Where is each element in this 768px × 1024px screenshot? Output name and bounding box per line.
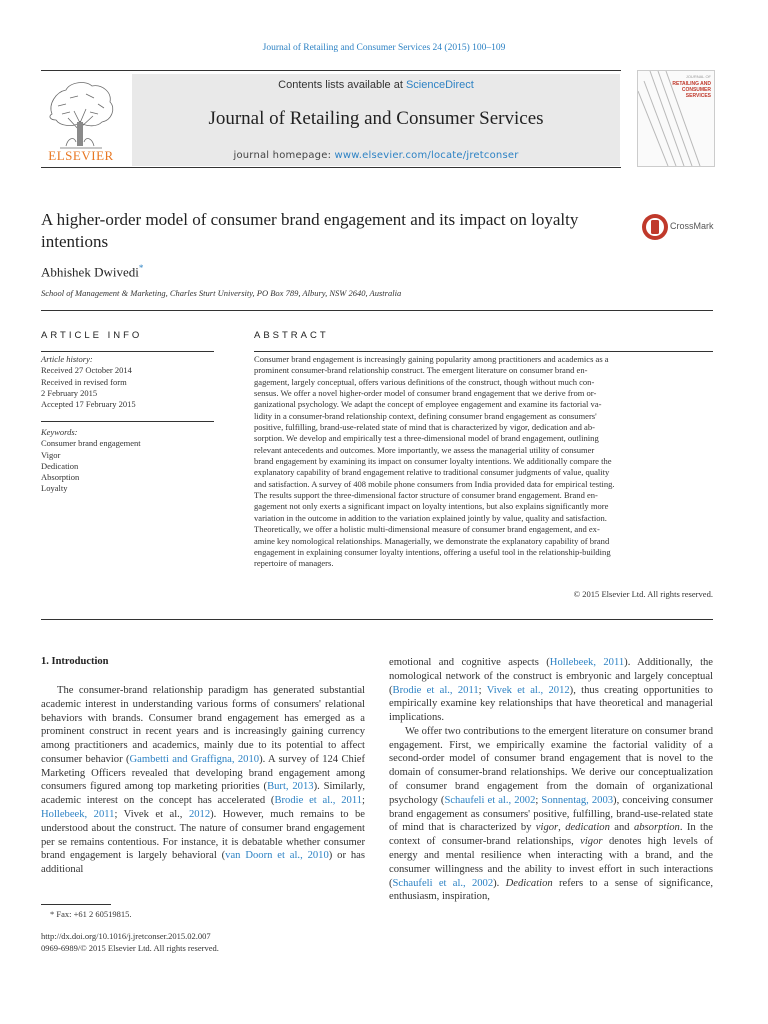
abstract-body xyxy=(254,354,713,570)
abstract-divider xyxy=(41,619,713,620)
abstract-line: variation in the outcome in addition to the variation explained jointly by value, quality and satisfaction. xyxy=(254,512,607,523)
abstract-line: Consumer brand engagement is increasingly gaining popularity among practitioners and academics as a xyxy=(254,354,609,364)
article-info-rule xyxy=(41,351,214,352)
article-title: A higher-order model of consumer brand engagement and its impact on loyalty intentions xyxy=(41,210,579,251)
journal-cover[interactable] xyxy=(637,70,715,167)
abstract-line: relevant antecedents and outcomes. More importantly, we assess the managerial utility of consumer xyxy=(254,444,595,455)
article-info-heading: ARTICLE INFO xyxy=(41,330,143,341)
italic-term: vigor xyxy=(535,822,559,834)
citation-link[interactable]: Schaufeli et al., 2002 xyxy=(392,877,494,889)
contents-line xyxy=(132,79,620,91)
abstract-line: repertoire of managers. xyxy=(254,558,334,569)
abstract-line: gagement, largely conceptual, offers various definitions of the construct, though without much con- xyxy=(254,376,595,387)
abstract-heading: ABSTRACT xyxy=(254,330,329,341)
keyword: Dedication xyxy=(41,460,79,471)
cover-small-text: JOURNAL OF xyxy=(685,74,711,79)
history-line: Accepted 17 February 2015 xyxy=(41,399,136,410)
right-column xyxy=(389,656,713,904)
history-line: 2 February 2015 xyxy=(41,387,98,398)
abstract-line: lidity in a consumer-brand relationship context, defining consumer brand engagement as consumers' xyxy=(254,410,597,421)
author-fax-footnote: * Fax: +61 2 60519815. xyxy=(50,909,132,919)
homepage-prefix: journal homepage: xyxy=(233,150,335,161)
abstract-line: gagement not only exerts a significant impact on loyalty intentions, but also explains significantly more xyxy=(254,501,609,512)
journal-title: Journal of Retailing and Consumer Services xyxy=(208,108,544,129)
abstract-line: ganizational psychology. We adapt the concept of employee engagement and examine its factorial va- xyxy=(254,399,602,410)
homepage-link[interactable]: www.elsevier.com/locate/jretconser xyxy=(334,150,519,161)
left-column xyxy=(41,684,365,877)
citation-link[interactable]: Brodie et al., 2011 xyxy=(392,684,479,696)
keywords-label: Keywords: xyxy=(41,427,78,437)
elsevier-wordmark: ELSEVIER xyxy=(48,148,114,163)
abstract-line: sorption. We develop and empirically test a three-dimensional model of brand engagement, outlining xyxy=(254,433,599,444)
keyword: Consumer brand engagement xyxy=(41,438,141,449)
sciencedirect-link[interactable]: ScienceDirect xyxy=(405,79,474,91)
keyword: Absorption xyxy=(41,472,80,483)
article-history xyxy=(41,354,214,410)
abstract-line: prominent consumer-brand relationship construct. The emergent literature on consumer brand en- xyxy=(254,365,588,376)
citation-link[interactable]: Vivek et al., 2012 xyxy=(486,684,570,696)
keyword: Vigor xyxy=(41,449,61,460)
citation-link[interactable]: Gambetti and Graffigna, 2010 xyxy=(129,753,260,765)
author-affiliation: School of Management & Marketing, Charles Sturt University, PO Box 789, Albury, NSW 2640, Australia xyxy=(41,288,402,298)
abstract-line: and satisfaction. A survey of 408 mobile phone consumers from India provided data for empirical testing. xyxy=(254,478,615,489)
history-label: Article history: xyxy=(41,354,93,364)
citation-link[interactable]: Schaufeli et al., 2002 xyxy=(444,794,536,806)
issn-line: 0969-6989/© 2015 Elsevier Ltd. All rights reserved. xyxy=(41,943,219,953)
cover-title: RETAILING AND CONSUMER SERVICES xyxy=(672,81,711,99)
abstract-line: brand engagement by examining its impact on consumer loyalty intentions. We additionally compare the xyxy=(254,456,612,467)
abstract-copyright: © 2015 Elsevier Ltd. All rights reserved. xyxy=(573,589,713,599)
keywords-list xyxy=(41,427,214,495)
keywords-rule xyxy=(41,421,214,422)
history-line: Received in revised form xyxy=(41,376,127,387)
citation-link[interactable]: Sonnentag, 2003 xyxy=(541,794,614,806)
citation-link[interactable]: Brodie et al., 2011 xyxy=(274,795,363,807)
abstract-line: sensus. We offer a novel higher-order model of consumer brand engagement that we derive from or- xyxy=(254,388,597,399)
citation-link[interactable]: Hollebeek, 2011 xyxy=(549,657,625,668)
italic-term: vigor xyxy=(580,836,603,848)
citation-link[interactable]: Burt, 2013 xyxy=(267,781,314,793)
intro-paragraph-1-continued: emotional and cognitive aspects (Hollebeek, 2011). Additionally, the nomological network of the construct is embryonic and largely conceptual (Brodie et al., 2011; Vivek et al., 2012), thus creating opportunities to empirically examine key relationships that have theoretical and managerial implications. xyxy=(389,657,714,724)
citation-link[interactable]: van Doorn et al., 2010 xyxy=(225,850,329,862)
footnote-rule xyxy=(41,904,111,905)
author-text: Abhishek Dwivedi xyxy=(41,264,139,280)
abstract-line: positive, fulfilling, brand-use-related state of mind that is characterized by vigor, dedication and ab- xyxy=(254,422,595,433)
italic-term: absorption xyxy=(633,822,680,834)
abstract-line: engagement in explaining consumer loyalty intentions, offering a useful tool in the relationship-building xyxy=(254,546,611,557)
abstract-line: Theoretically, we offer a holistic multi-dimensional measure of consumer brand engagement, and ex- xyxy=(254,524,600,535)
journal-homepage xyxy=(132,150,620,161)
header-divider xyxy=(41,310,713,311)
doi-link[interactable]: http://dx.doi.org/10.1016/j.jretconser.2015.02.007 xyxy=(41,931,211,941)
italic-term: dedication xyxy=(565,822,610,834)
history-line: Received 27 October 2014 xyxy=(41,365,132,376)
crossmark-label[interactable]: CrossMark xyxy=(670,221,714,231)
banner-top-rule xyxy=(41,70,621,71)
abstract-line: explanatory capability of brand engagement relative to traditional consumer judgments of value, quality xyxy=(254,467,610,478)
author-name xyxy=(41,263,143,280)
intro-paragraph-2: We offer two contributions to the emergent literature on consumer brand engagement. First, we empirically examine the factorial validity of a second-order model of consumer brand engagement that is novel to the domain of consumer-brand relationships. We derive our conceptualization of consumer brand engagement from the domain of organizational psychology (Schaufeli et al., 2002; Sonnentag, 2003), conceiving consumer brand engagement as consumers' positive, fulfilling, brand-use-related state of mind that is characterized by vigor, dedication and absorption. In the context of consumer-brand relationships, vigor denotes high levels of energy and mental resilience when interacting with a brand, and the consumer willingness and the ability to invest effort in such interactions (Schaufeli et al., 2002). Dedication refers to a sense of significance, enthusiasm, inspiration, xyxy=(389,725,714,903)
abstract-line: The results support the three-dimensional factor structure of consumer brand engagement. Brand en- xyxy=(254,490,598,501)
intro-paragraph-1: The consumer-brand relationship paradigm has generated substantial academic interest in understanding various forms of consumers' relational behaviors with brands. Consumer brand engagement has emerged as a prominent construct in recent years and is increasingly gaining currency among practitioners and academics, mainly due to its potential to affect consumer behavior (Gambetti and Graffigna, 2010). A survey of 124 Chief Marketing Officers revealed that developing brand engagement among consumers figured among top marketing priorities (Burt, 2013). Similarly, academic interest on the concept has accelerated (Brodie et al., 2011; Hollebeek, 2011; Vivek et al., 2012). However, much remains to be understood about the construct. The nature of consumer brand engagement per se remains contentious. For instance, it is debatable whether consumer brand engagement is largely behavioral (van Doorn et al., 2010) or has additional xyxy=(41,685,366,876)
author-footnote-mark[interactable]: * xyxy=(138,263,144,273)
italic-term: Dedication xyxy=(505,877,553,889)
citation-link[interactable]: Hollebeek, 2011 xyxy=(41,809,115,821)
section-heading-introduction: 1. Introduction xyxy=(41,656,109,667)
abstract-rule xyxy=(254,351,713,352)
contents-prefix: Contents lists available at xyxy=(278,79,406,91)
citation-link[interactable]: 2012 xyxy=(188,809,211,821)
journal-citation[interactable]: Journal of Retailing and Consumer Services 24 (2015) 100–109 xyxy=(262,43,506,53)
abstract-line: amine key nomological relationships. Managerially, we demonstrate the explanatory capability of brand xyxy=(254,535,610,546)
keyword: Loyalty xyxy=(41,483,68,494)
banner-bottom-rule xyxy=(41,167,621,168)
